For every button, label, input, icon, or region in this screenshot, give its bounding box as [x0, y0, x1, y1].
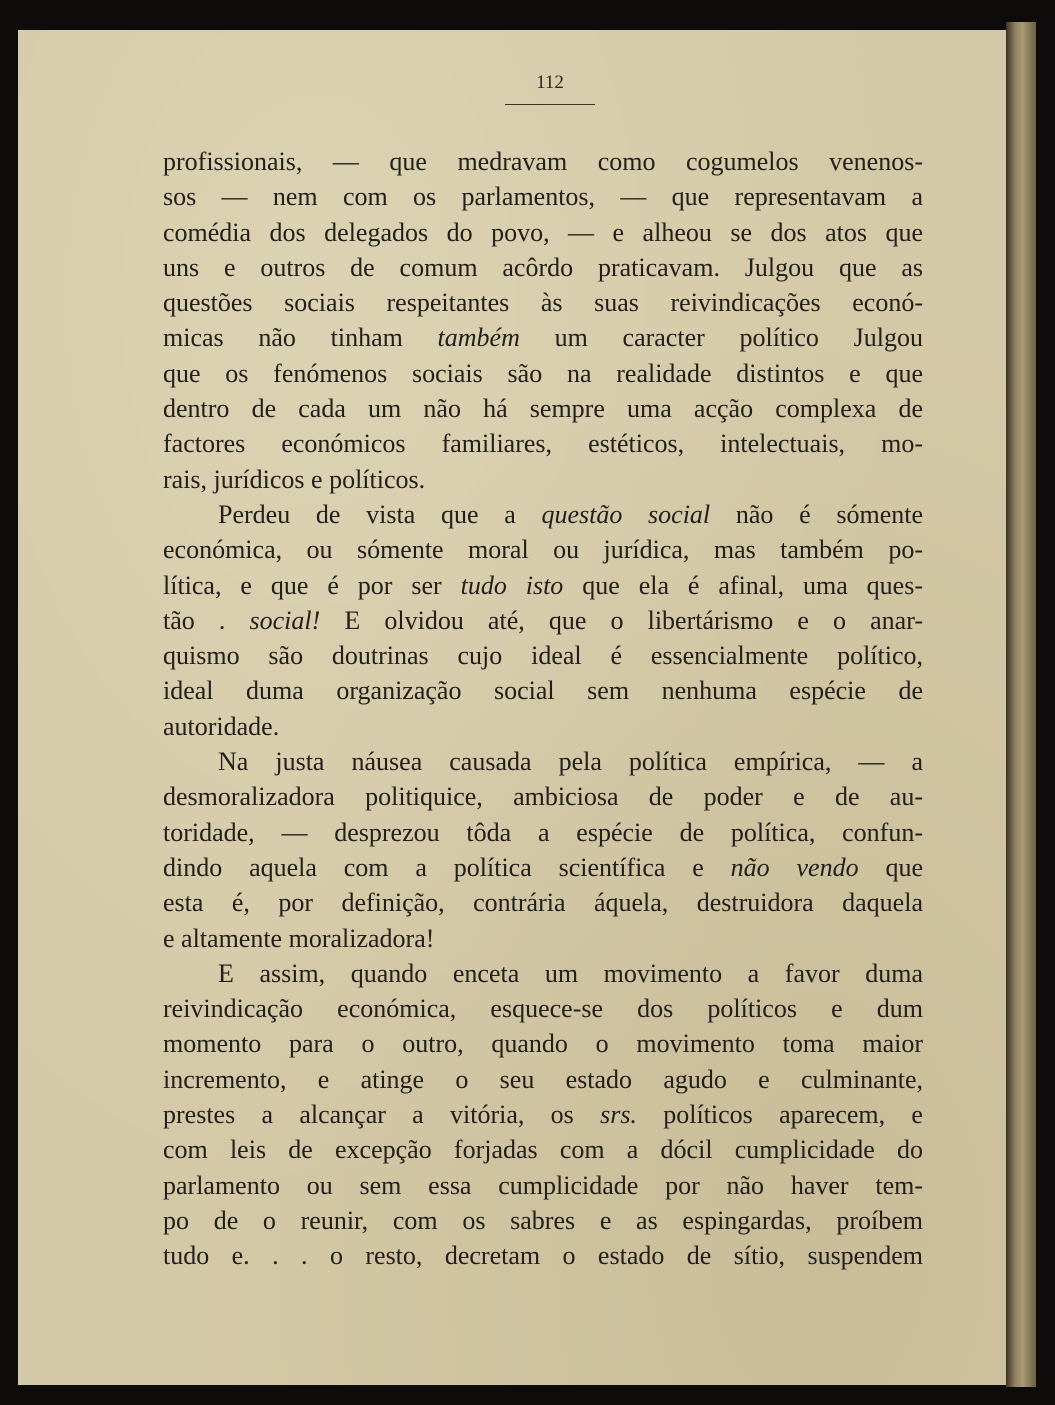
text-line [163, 144, 923, 179]
text-line [163, 744, 923, 779]
text-line [163, 391, 923, 426]
text-line [163, 1168, 923, 1203]
text-run: e altamente moralizadora! [163, 923, 435, 953]
text-line [163, 497, 923, 532]
italic-text: também [437, 323, 520, 353]
text-run: tão . [163, 605, 250, 635]
italic-text: tudo isto [460, 570, 564, 600]
italic-text: srs. [600, 1100, 637, 1130]
text-line [163, 921, 923, 956]
text-run: tudo e. . . o resto, decretam o estado de sítio, suspendem [163, 1241, 923, 1271]
text-run: políticos aparecem, e [636, 1100, 923, 1130]
text-run: po de o reunir, com os sabres e as espingardas, proíbem [163, 1205, 923, 1235]
text-run: que [858, 852, 923, 882]
text-line [163, 1203, 923, 1238]
text-run: dentro de cada um não há sempre uma acção complexa de [163, 394, 923, 424]
text-line [163, 532, 923, 567]
text-line [163, 850, 923, 885]
page-number: 112 [536, 72, 564, 93]
text-line [163, 1097, 923, 1132]
text-run: um caracter político Julgou [519, 323, 923, 353]
text-run: com leis de excepção forjadas com a dócil cumplicidade do [163, 1135, 923, 1165]
text-line [163, 1026, 923, 1061]
text-line [163, 462, 923, 497]
text-line [163, 956, 923, 991]
text-run: E olvidou até, que o libertárismo e o anar- [320, 605, 923, 635]
text-run: questões sociais respeitantes às suas reivindicações econó- [163, 288, 923, 318]
text-line [163, 991, 923, 1026]
text-line [163, 179, 923, 214]
text-line [163, 356, 923, 391]
text-run: reivindicação económica, esquece-se dos políticos e dum [163, 994, 923, 1024]
text-line [163, 1062, 923, 1097]
text-run: toridade, — desprezou tôda a espécie de política, confun- [163, 817, 923, 847]
text-run: uns e outros de comum acôrdo praticavam. Julgou que as [163, 252, 923, 282]
body-text [163, 144, 923, 1274]
text-run: ideal duma organização social sem nenhuma espécie de [163, 676, 923, 706]
text-run: parlamento ou sem essa cumplicidade por não haver tem- [163, 1170, 923, 1200]
text-line [163, 885, 923, 920]
text-run: Perdeu de vista que a [218, 499, 542, 529]
text-line [163, 779, 923, 814]
italic-text: social! [249, 605, 321, 635]
text-run: Na justa náusea causada pela política empírica, — a [218, 747, 923, 777]
text-line [163, 426, 923, 461]
italic-text: não vendo [730, 852, 859, 882]
text-run: dindo aquela com a política scientífica e [163, 852, 731, 882]
text-run: quismo são doutrinas cujo ideal é essencialmente político, [163, 641, 923, 671]
book-spine-edge [1006, 22, 1036, 1387]
text-line [163, 1132, 923, 1167]
text-run: prestes a alcançar a vitória, os [163, 1100, 601, 1130]
text-run: que ela é afinal, uma ques- [563, 570, 923, 600]
text-line [163, 673, 923, 708]
text-run: sos — nem com os parlamentos, — que representavam a [163, 182, 923, 212]
text-line [163, 815, 923, 850]
text-line [163, 215, 923, 250]
text-line [163, 568, 923, 603]
text-line [163, 1238, 923, 1273]
text-run: que os fenómenos sociais são na realidade distintos e que [163, 358, 923, 388]
text-run: económica, ou sómente moral ou jurídica, mas também po- [163, 535, 923, 565]
text-run: factores económicos familiares, estéticos, intelectuais, mo- [163, 429, 923, 459]
text-line [163, 603, 923, 638]
text-run: micas não tinham [163, 323, 438, 353]
text-line [163, 709, 923, 744]
text-run: desmoralizadora politiquice, ambiciosa de poder e de au- [163, 782, 923, 812]
text-run: esta é, por definição, contrária áquela, destruidora daquela [163, 888, 923, 918]
text-run: E assim, quando enceta um movimento a favor duma [218, 958, 923, 988]
text-run: incremento, e atinge o seu estado agudo e culminante, [163, 1064, 923, 1094]
page-number-rule [505, 104, 595, 105]
text-line [163, 285, 923, 320]
text-line [163, 638, 923, 673]
text-run: rais, jurídicos e políticos. [163, 464, 426, 494]
text-run: não é sómente [710, 499, 923, 529]
italic-text: questão social [541, 499, 711, 529]
text-run: comédia dos delegados do povo, — e alheou se dos atos que [163, 217, 923, 247]
text-run: lítica, e que é por ser [163, 570, 461, 600]
text-line [163, 320, 923, 355]
text-run: autoridade. [163, 711, 280, 741]
text-run: profissionais, — que medravam como cogumelos venenos- [163, 147, 923, 176]
text-line [163, 250, 923, 285]
text-run: momento para o outro, quando o movimento toma maior [163, 1029, 923, 1059]
